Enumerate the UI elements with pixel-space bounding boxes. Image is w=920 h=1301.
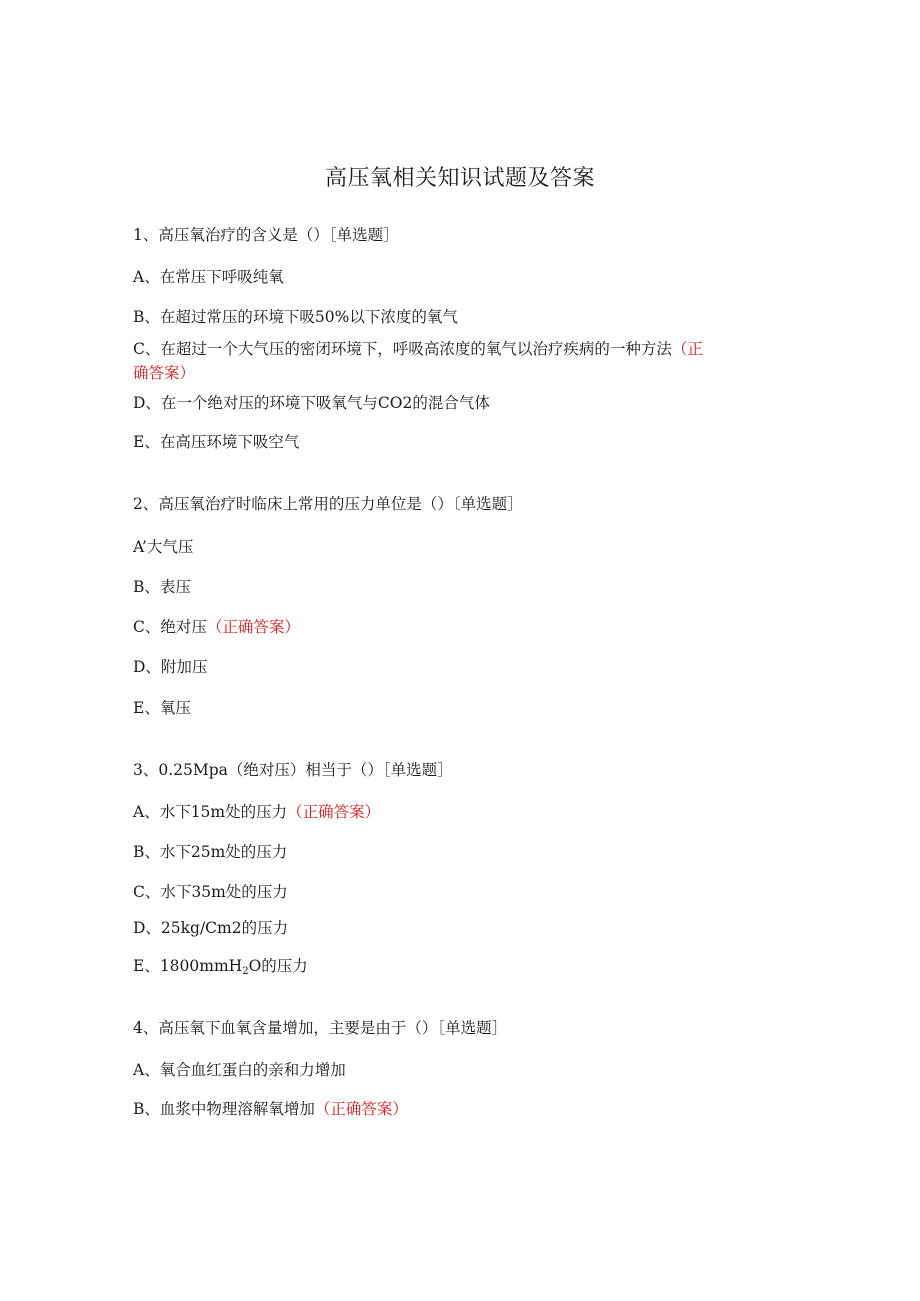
correct-answer-marker: （正	[671, 340, 703, 358]
question-2-option-d: D、附加压	[133, 658, 208, 676]
option-text: A、水下15m处的压力	[133, 803, 288, 821]
option-text: C、在超过一个大气压的密闭环境下，呼吸高浓度的氧气以治疗疾病的一种方法	[133, 340, 672, 358]
question-4-option-a: A、氧合血红蛋白的亲和力增加	[133, 1061, 346, 1079]
document-title: 高压氧相关知识试题及答案	[324, 166, 595, 191]
question-3-option-e	[133, 954, 308, 978]
question-3-stem: 3、0.25Mpa（绝对压）相当于（）［单选题］	[133, 761, 453, 779]
correct-answer-marker: （正确答案）	[287, 803, 381, 821]
question-4-option-b	[133, 1097, 408, 1121]
correct-answer-marker-close: ）	[179, 364, 196, 382]
question-2-option-e: E、氧压	[133, 699, 191, 717]
question-3-option-d: D、25kg∕Cm2的压力	[133, 919, 289, 937]
question-1-option-d: D、在一个绝对压的环境下吸氧气与CO2的混合气体	[133, 394, 490, 412]
option-text-rest: O的压力	[248, 957, 308, 975]
subscript-2: 2	[242, 966, 249, 977]
correct-answer-marker: （正确答案）	[314, 1100, 408, 1118]
question-1-option-e: E、在高压环境下吸空气	[133, 433, 300, 451]
question-3-option-a	[133, 800, 380, 824]
question-2-option-c	[133, 615, 300, 639]
correct-answer-marker-cont: 确答案	[133, 364, 180, 382]
question-2-stem: 2、高压氧治疗时临床上常用的压力单位是（）〔单选题］	[133, 495, 523, 513]
question-1-option-a: A、在常压下呼吸纯氧	[133, 268, 284, 286]
question-1-option-c	[133, 337, 763, 385]
question-4-stem: 4、高压氧下血氧含量增加，主要是由于（）［单选题］	[133, 1019, 508, 1037]
question-3-option-c: C、水下35m处的压力	[133, 883, 288, 901]
option-text: B、血浆中物理溶解氧增加	[133, 1100, 315, 1118]
question-2-option-b: B、表压	[133, 578, 191, 596]
question-3-option-b: B、水下25m处的压力	[133, 843, 288, 861]
option-text: E、1800mmH	[133, 957, 243, 975]
correct-answer-marker: （正确答案）	[206, 618, 300, 636]
question-1-stem: 1、高压氧治疗的含义是（）［单选题］	[133, 226, 399, 244]
question-1-option-b: B、在超过常压的环境下吸50%以下浓度的氧气	[133, 308, 458, 326]
option-text: C、绝对压	[133, 618, 207, 636]
question-2-option-a: A’大气压	[133, 538, 194, 556]
